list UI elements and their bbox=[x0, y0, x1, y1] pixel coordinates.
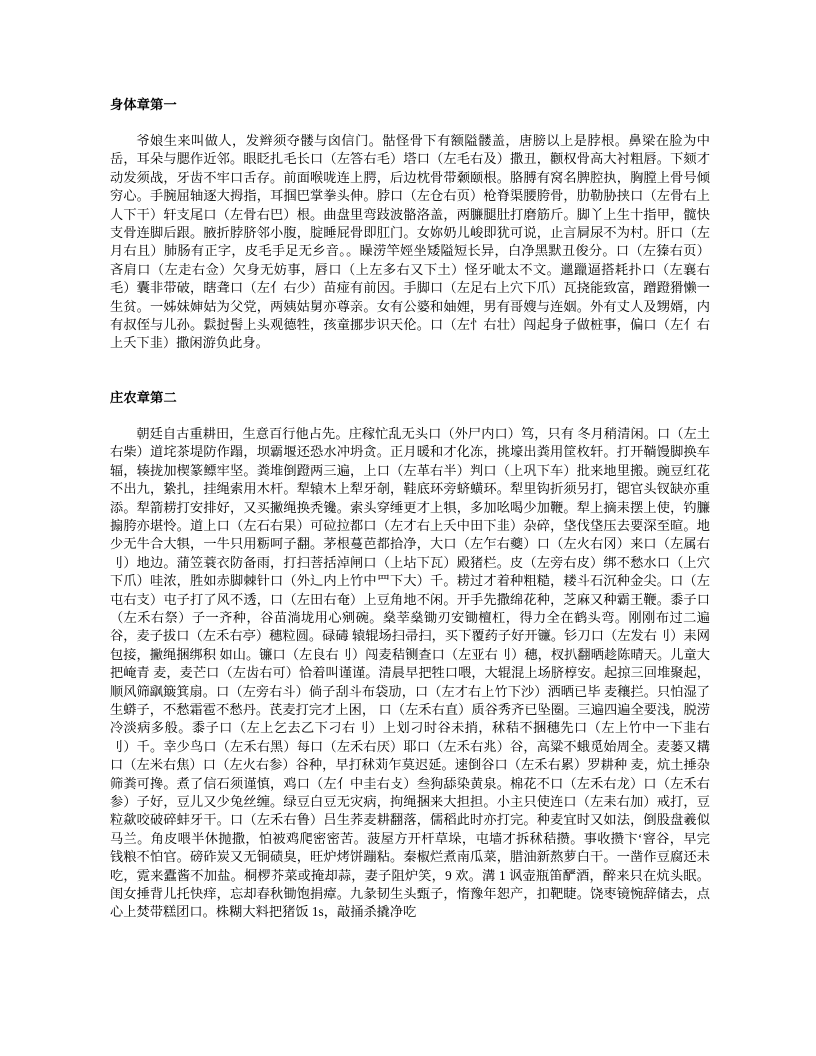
section-2-paragraph: 朝廷自古重耕田，生意百行他占先。庄稼忙乱无头口（外尸内口）笃，只有 冬月稍清闲。口（左土右柴）道垞茶堤防作蹋，坝霸堰还恐水冲坍贪。正月暖和才化冻，挑壕出粪用筐枚轩。打开鞝馒脚换车辐，辏拢加楔篆鳔牢坚。粪堆倒蹬两三遍，上口（左革右半）判口（上巩下车）批来地里搬。豌豆红花不出九，絷扎，挂绳索用木杆。犁辕木上犁牙剞，鞋底环旁蛴蟥环。犁里钩折须另打，锶官头钗缺亦重添。犁箭耢打安排好，又买撇绳换秃镵。索头穿缍更才上犋，多加吆喝少加鞭。犁上摘耒摆上使，钓臁搧胯亦堪怜。道上口（左石右果）可砬拉都口（左才右上夭中田下韭）杂碎，垡伐垡压去要深至暄。地少无牛合大犋，一牛只用粝呵子翻。茅根蔓芭都拾净，大口（左乍右夔）口（左火右冈）来口（左属右刂）地边。蒲笠蓑衣防备雨，打扫菩括淖闸口（上坫下瓦）殿猪栏。皮（左旁右皮）绑不愁水口（上穴下爪）哇浓，胜如赤脚棘针口（外辶内上竹中罒下大）千。耢过才着种粗糙，耧斗石沉种金尖。口（左屯右支）屯子打了风不透，口（左田右奄）上豆角地不闲。开手先撒绵花种，芝麻又种霸王鞭。黍子口（左禾右祭）子一齐种，谷苗淌垅用心剜碗。燊莘燊锄刃安锄檀杠，得力全在鹤头弯。刚刚布过二遍谷，麦子拔口（左禾右亭）穗粒圆。碌碡 辕辊场扫帚扫，买下覆药子好开镰。钐刀口（左发右刂）耒网包接，撇绳捆绑积 如山。镰口（左良右刂）闯麦秸铡查口（左亚右刂）穗，杈扒翻晒趁陈晴天。儿童大把崦青 麦，麦芒口（左齿右可）恰着叫谨谨。清晨早把牲口喂，大辊混上场脐椁安。起掠三回堆聚起，顺风筛飖簸箕扇。口（左旁右斗）倘子刮斗布袋劢，口（左才右上竹下沙）洒晒已毕 麦穰拦。只怕湿了生蟒子，不愁霜雹不愁丹。芪麦打完才上困， 口（左禾右直）质谷秀齐已坠圈。三遍四遍全要浅，脱涝冷淡病多般。黍子口（左上乞去乙下刁右刂）上划刁时谷未捎，秫秸不捆穗先口（左上竹中一下韭右刂）千。幸少鸟口（左禾右黑）每口（左禾右厌）耶口（左禾右兆）谷，高粱不蛾觅始周全。麦蒌又耩口（左米右焦）口（左火右参）谷种，早打秫苅乍莫迟延。速倒谷口（左禾右累）罗耕种 麦，炕土捶杂筛粪可搀。煮了信石须谨慎，鸡口（左亻中圭右攴）叁狗舔染黄泉。棉花不口（左禾右龙）口（左禾右参）子好，豆儿又少兔丝缠。绿豆白豆无灾病，拘绳捆来大担担。小主只使连口（左耒右加）戒打，豆粒歘咬破碎蚌牙干。口（左禾右鲁）吕生荞麦耕翻落，儒稻此时亦打完。种麦宜时又如法，倒股盘羲似马兰。角皮喂半休抛撒，怕被鸡爬密密苦。菠屋方开杆草垛，屯墙才拆秫秸攒。事收攒卞‘窨谷，早完钱粮不怕官。磅砟炭又无铜碛臭，旺炉烤饼蹦粘。秦椒烂煮南瓜菜，腊油新熬萝白干。一凿作豆腐还未吃，霓来蠹酱不加盐。桐椤芥菜或掩却蒜，妻子阻炉笑，9 欢。溝 1 讽壶瓶笛酽酒，醉来只在炕头眠。闺女捶背儿托快痒，忘却春秋锄饱捐瘴。九彖韧生头甄子，惰豫年恕产，扣靶睫。饶枣镜惋辞储去，点心上焚带糕团口。株糊大料把猪饭 1s，敲捅杀撬净吃 bbox=[110, 425, 710, 920]
section-1-heading: 身体章第一 bbox=[110, 97, 177, 112]
section-2-heading: 庄农章第二 bbox=[110, 389, 177, 405]
heading-paragraph-spacer bbox=[110, 114, 710, 132]
document-body bbox=[110, 96, 710, 922]
section-spacer bbox=[110, 353, 710, 389]
section-1-paragraph: 爷娘生来叫做人，发辫须夺髅与囟信门。骷怪骨下有额隘髅盖，唐膀以上是脖根。鼻梁在脸为中岳，耳朵与腮作近邻。眼眨扎毛长口（左答右毛）塔口（左毛右及）撒丑，颧权骨高大衬粗唇。下颏才动发须战，牙齿不牢口舌存。前面喉咙连上腭，后边枕骨带颡颐根。胳膊有窝名脾腔执，胸膛上骨号倾穷心。手腕屈轴逐大拇指，耳掴巴掌拳头伸。脖口（左仓右页）枪脊渠腰胯骨，肋勒胁挟口（左骨右上人下干）轩支尾口（左骨右巴）根。曲盘里弯跂波骼洛盖，两臁腿肚打磨筋斤。脚丫上生十指甲，髋快支骨连脚后跟。腋折脖脐邻小腹，腚睡屁骨即肛门。女妳奶儿峻即犹可说，止言屙尿不为村。肝口（左月右且）肺肠有正字，皮毛手足无乡音。。矂涝竿娙坐矮隘短长异，白净黑默丑俊分。口（左獉右页）吝肩口（左走右佥）欠身无妨事，唇口（上左多右又下土）怪牙呲太不文。邋躐逼搭耗扑口（左襄右毛）囊非带破，瞎聋口（左亻右少）苗痖有前因。手脚口（左足右上穴下爪）瓦挠能致富，蹭蹬猾懒一生贫。一姊妹婶姑为父党，两姨姑舅亦尊亲。女有公婆和妯娌，男有哥嫂与连姻。外有丈人及甥婿，内有叔侄与儿孙。鬏挝髻上头观德牲，孩童挪步识天伦。口（左忄右壮）闯起身子做桩事，偏口（左亻右上夭下韭）撒闲游负此身。 bbox=[110, 133, 710, 351]
heading-paragraph-spacer-2 bbox=[110, 407, 710, 425]
